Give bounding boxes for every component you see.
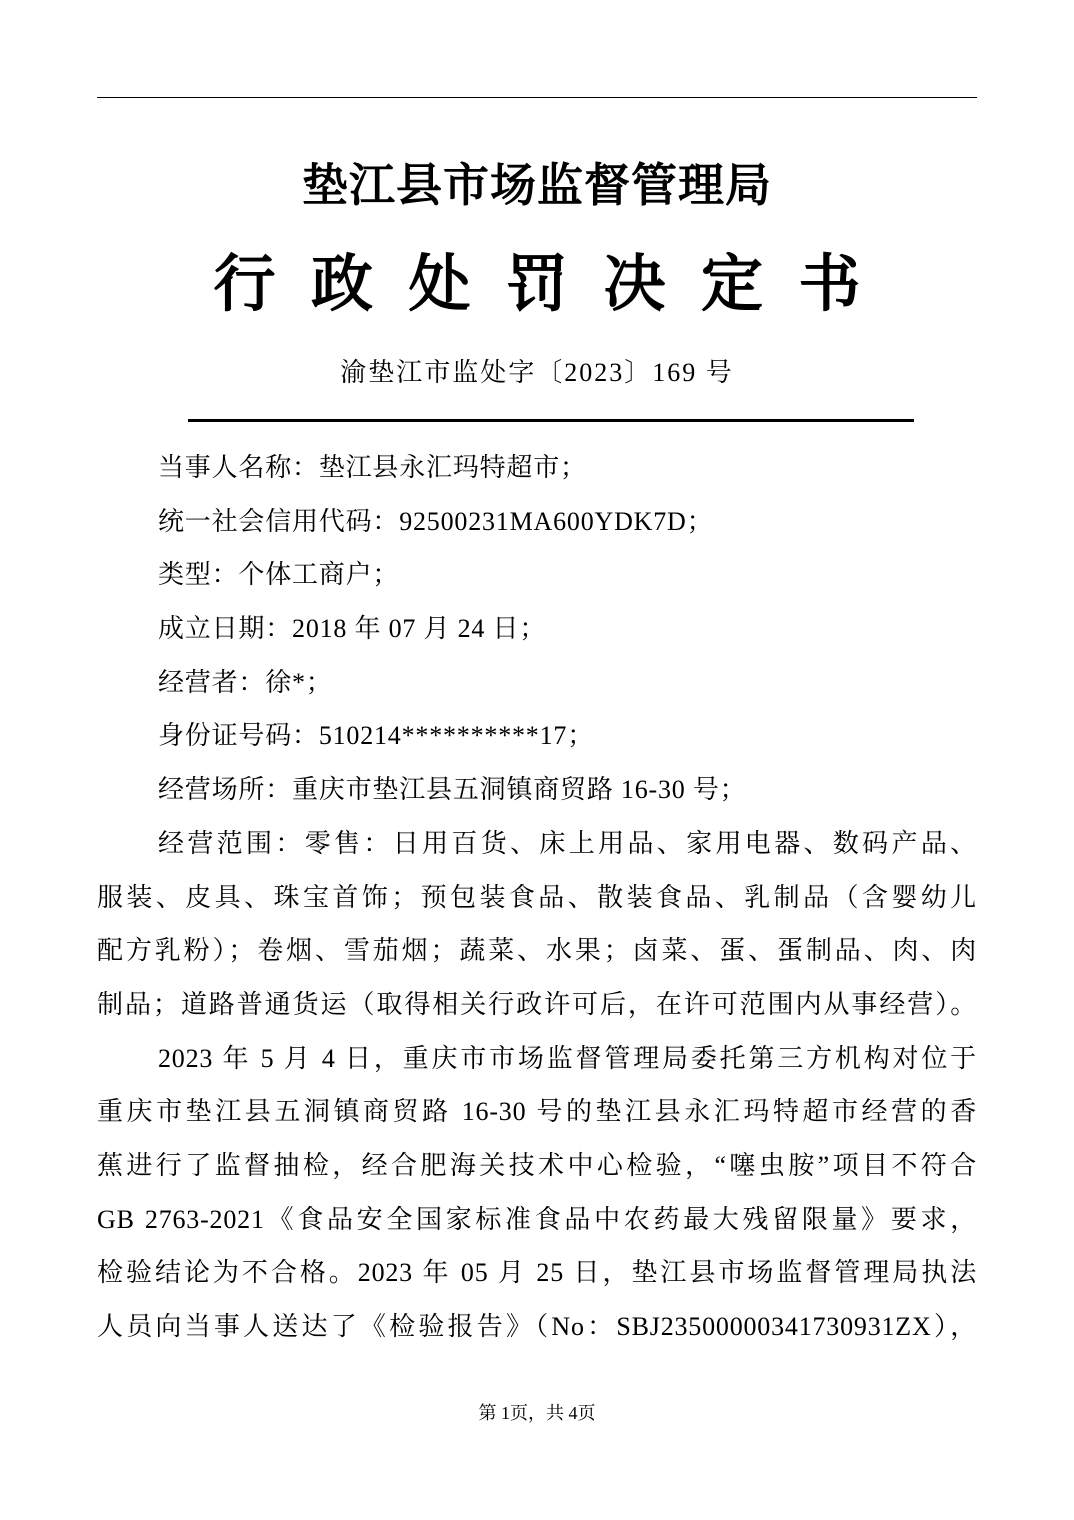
document-body (97, 441, 977, 1354)
facts-paragraph-line: 重庆市垫江县五洞镇商贸路 16-30 号的垫江县永汇玛特超市经营的香 (97, 1097, 977, 1127)
field-value: 92500231MA600YDK7D； (399, 506, 714, 536)
facts-paragraph-line: 人员向当事人送达了《检验报告》（No：SBJ23500000341730931ZX）， (97, 1312, 977, 1341)
field-value: 510214**********17； (318, 721, 595, 751)
agency-title: 垫江县市场监督管理局 (302, 160, 772, 211)
field-label: 经营者： (158, 667, 266, 697)
field-label: 类型： (158, 560, 239, 590)
field-value: 个体工商户； (238, 560, 400, 590)
field-value: 2018 年 07 月 24 日； (292, 614, 547, 644)
field-label: 身份证号码： (158, 721, 319, 751)
field-value: 垫江县永汇玛特超市； (318, 453, 587, 482)
established-date-line (97, 602, 977, 656)
facts-paragraph-line: 蕉进行了监督抽检，经合肥海关技术中心检验，“噻虫胺”项目不符合 (97, 1150, 977, 1180)
business-scope-line (97, 817, 977, 871)
facts-paragraph-line: 检验结论为不合格。2023 年 05 月 25 日，垫江县市场监督管理局执法 (97, 1258, 977, 1288)
field-value: 徐*； (265, 667, 333, 697)
business-address-line (97, 763, 977, 817)
field-label: 成立日期： (158, 614, 293, 644)
facts-paragraph-line: GB 2763-2021《食品安全国家标准食品中农药最大残留限量》要求， (97, 1204, 977, 1234)
field-label: 统一社会信用代码： (158, 506, 400, 536)
field-value: 零售：日用百货、床上用品、家用电器、数码产品、 (304, 828, 977, 858)
id-number-line (97, 709, 977, 763)
party-name-line (97, 441, 977, 495)
credit-code-line (97, 495, 977, 549)
field-value: 重庆市垫江县五洞镇商贸路 16-30 号； (292, 775, 747, 805)
operator-line (97, 656, 977, 710)
top-rule (97, 97, 977, 98)
page-footer: 第 1页，共 4页 (478, 1403, 596, 1423)
entity-type-line (97, 548, 977, 602)
field-label: 经营范围： (158, 828, 305, 858)
business-scope-line: 服装、皮具、珠宝首饰；预包装食品、散装食品、乳制品（含婴幼儿 (97, 882, 977, 912)
document-type-title: 行 政 处 罚 决 定 书 (213, 251, 871, 319)
field-label: 当事人名称： (158, 453, 319, 482)
header-rule (188, 419, 914, 422)
document-number: 渝垫江市监处字〔2023〕169 号 (340, 358, 734, 387)
field-label: 经营场所： (158, 775, 293, 805)
business-scope-line: 配方乳粉）；卷烟、雪茄烟；蔬菜、水果；卤菜、蛋、蛋制品、肉、肉 (97, 936, 977, 966)
facts-paragraph-line: 2023 年 5 月 4 日，重庆市市场监督管理局委托第三方机构对位于 (158, 1043, 977, 1073)
business-scope-line: 制品；道路普通货运（取得相关行政许可后，在许可范围内从事经营）。 (97, 989, 977, 1019)
